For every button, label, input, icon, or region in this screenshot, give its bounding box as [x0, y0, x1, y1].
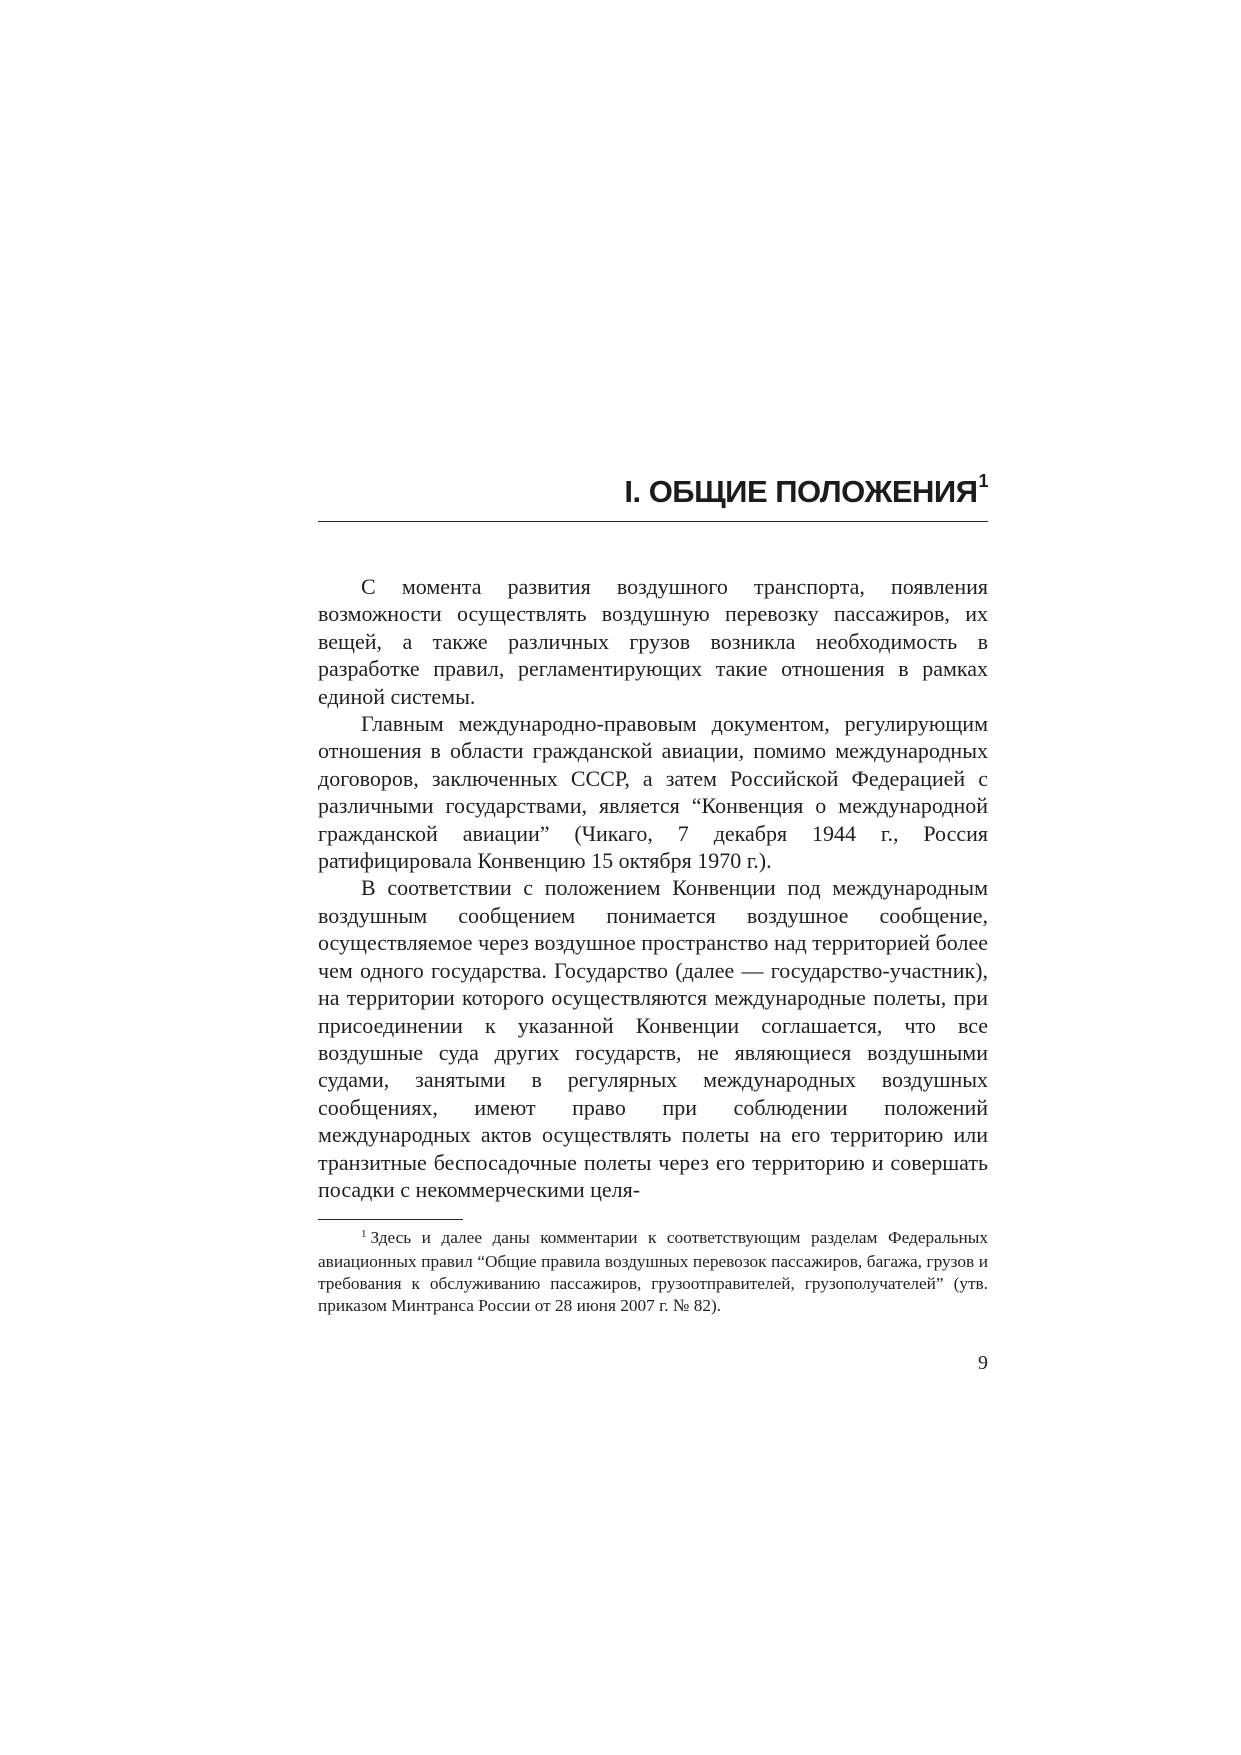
- heading-footnote-ref[interactable]: 1: [978, 470, 988, 491]
- heading-underline: [318, 521, 988, 522]
- section-heading-text: I. ОБЩИЕ ПОЛОЖЕНИЯ: [624, 474, 978, 509]
- section-heading: [318, 472, 988, 512]
- body-text: [318, 573, 988, 1203]
- footnote-separator: [318, 1219, 463, 1220]
- paragraph: Главным международно-правовым документом, регулирующим отношения в области гражданской авиации, помимо международных договоров, заключенных СССР, а затем Российской Федерацией с различными государствами, является “Конвенция о международной гражданской авиации” (Чикаго, 7 декабря 1944 г., Россия ратифицировала Конвенцию 15 октября 1970 г.).: [318, 711, 988, 874]
- footnote-mark: 1: [361, 1228, 367, 1240]
- footnote-text: Здесь и далее даны комментарии к соответствующим разделам Федеральных авиационных правил “Общие правила воздушных перевозок пассажиров, багажа, грузов и требования к обслуживанию пассажиров, грузоотправителей, грузополучателей” (утв. приказом Минтранса России от 28 июня 2007 г. № 82).: [318, 1228, 988, 1315]
- page-number: 9: [978, 1352, 988, 1374]
- paragraph: В соответствии с положением Конвенции под международным воздушным сообщением понимается воздушное сообщение, осуществляемое через воздушное пространство над территорией более чем одного государства. Государство (далее — государство-участник), на территории которого осуществляются международные полеты, при присоединении к указанной Конвенции соглашается, что все воздушные суда других государств, не являющиеся воздушными судами, занятыми в регулярных международных воздушных сообщениях, имеют право при соблюдении положений международных актов осуществлять полеты на его территорию или транзитные беспосадочные полеты через его территорию и совершать посадки с некоммерческими целя-: [318, 875, 988, 1202]
- paragraph: С момента развития воздушного транспорта, появления возможности осуществлять воздушную перевозку пассажиров, их вещей, а также различных грузов возникла необходимость в разработке правил, регламентирующих такие отношения в рамках единой системы.: [318, 574, 988, 709]
- footnote: [318, 1227, 988, 1317]
